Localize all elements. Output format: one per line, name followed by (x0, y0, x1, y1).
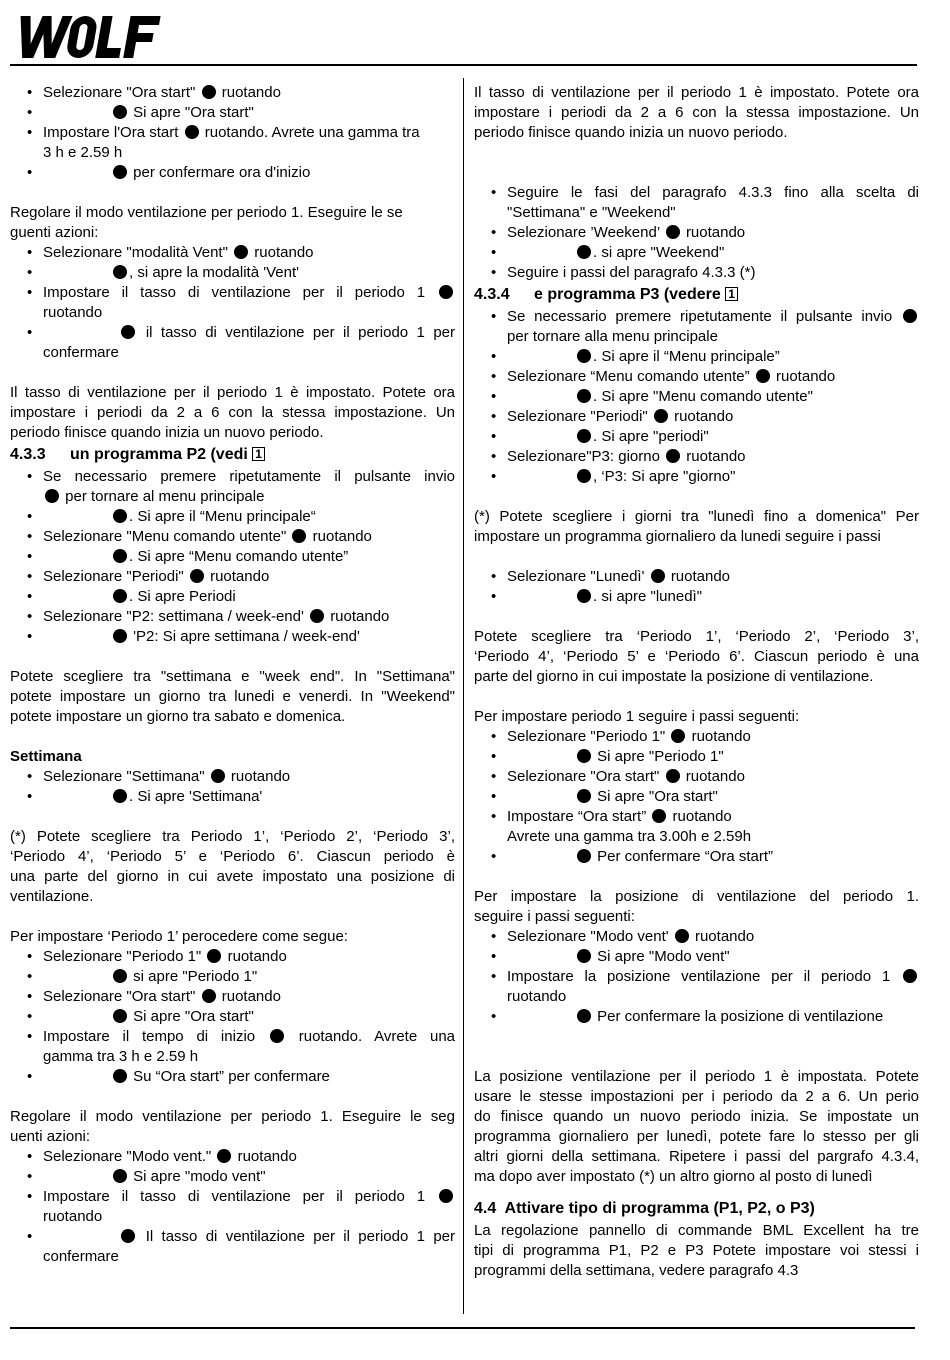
list-item: • Selezionare ’Weekend’ ruotando (474, 223, 919, 243)
paragraph-line: Il tasso di ventilazione per il periodo 1 è impostato. Potete ora (474, 84, 919, 101)
paragraph-line: La regolazione pannello di commande BML Excellent ha tre (474, 1222, 919, 1239)
list-item: • Selezionare"P3: giorno ruotando (474, 447, 919, 467)
knob-icon (577, 429, 591, 443)
list-item-continuation: per tornare alla menu principale (507, 328, 718, 345)
knob-icon (234, 245, 248, 259)
knob-icon (211, 769, 225, 783)
knob-icon (903, 969, 917, 983)
knob-icon (439, 285, 453, 299)
list-item: • . Si apre il “Menu principale“ (10, 507, 455, 527)
knob-icon (113, 629, 127, 643)
knob-icon (113, 589, 127, 603)
knob-icon (577, 1009, 591, 1023)
knob-icon (654, 409, 668, 423)
list-item: • . Si apre 'Settimana' (10, 787, 455, 807)
list-item-continuation: Avrete una gamma tra 3.00h e 2.59h (507, 828, 752, 845)
list-item: • Per confermare “Ora start” (474, 847, 919, 867)
list-item: • Selezionare "Periodo 1" ruotando (10, 947, 455, 967)
paragraph-line: programmi della settimana, vedere paragrafo 4.3 (474, 1262, 799, 1279)
knob-icon (756, 369, 770, 383)
list-item: • Si apre "Ora start" (10, 103, 455, 123)
knob-icon (113, 509, 127, 523)
list-item: • Selezionare "Ora start" ruotando (10, 83, 455, 103)
right-column (474, 83, 919, 1281)
knob-icon (577, 589, 591, 603)
list-item: • Seguire le fasi del paragrafo 4.3.3 fino alla scelta di (474, 183, 919, 203)
knob-icon (292, 529, 306, 543)
paragraph-line: impostare i periodi da 2 a 6 con la stessa impostazione. Un (10, 404, 455, 421)
paragraph-line: (*) Potete scegliere tra Periodo 1’, ‘Periodo 2’, ‘Periodo 3’, (10, 828, 455, 845)
paragraph-line: uenti azioni: (10, 1128, 91, 1145)
header-rule (10, 64, 917, 66)
paragraph-line: periodo finisce quando inizia un nuovo periodo. (474, 124, 788, 141)
column-divider (463, 78, 464, 1314)
knob-icon (113, 549, 127, 563)
figure-ref-box: 1 (725, 287, 738, 301)
list-item-continuation: confermare (43, 1248, 119, 1265)
list-item: • Si apre "Ora start" (474, 787, 919, 807)
paragraph-line: altri giorni della settimana. Ripetere i passi del pargrafo 4.3.4, (474, 1148, 919, 1165)
knob-icon (675, 929, 689, 943)
paragraph-line: Per impostare periodo 1 seguire i passi seguenti: (474, 708, 800, 725)
list-item-continuation: ruotando (507, 988, 567, 1005)
paragraph-line: ‘Periodo 4’, ‘Periodo 5’ e ‘Periodo 6’. Ciascun periodo è una (474, 648, 919, 665)
paragraph-line: potete impostare un giorno tra sabato e domenica. (10, 708, 346, 725)
paragraph-line: Potete scegliere tra ‘Periodo 1’, ‘Periodo 2’, ‘Periodo 3’, (474, 628, 919, 645)
list-item: • , ‘P3: Si apre "giorno" (474, 467, 919, 487)
knob-icon (577, 749, 591, 763)
list-item: • per confermare ora d'inizio (10, 163, 455, 183)
list-item: • Selezionare "Periodo 1" ruotando (474, 727, 919, 747)
paragraph-line: ma dopo aver impostato (*) un altro giorno al posto di lunedì (474, 1168, 873, 1185)
list-item: • . Si apre "Menu comando utente" (474, 387, 919, 407)
knob-icon (577, 849, 591, 863)
knob-icon (577, 349, 591, 363)
knob-icon (666, 225, 680, 239)
paragraph-line: Per impostare la posizione di ventilazione del periodo 1. (474, 888, 919, 905)
knob-icon (577, 949, 591, 963)
list-item-continuation: gamma tra 3 h e 2.59 h (43, 1048, 199, 1065)
paragraph-line: Regolare il modo ventilazione per periodo 1. Eseguire le seg (10, 1108, 455, 1125)
list-item: • Selezionare "Modo vent." ruotando (10, 1147, 455, 1167)
knob-icon (671, 729, 685, 743)
list-item: • . Si apre Periodi (10, 587, 455, 607)
paragraph-line: guenti azioni: (10, 224, 99, 241)
list-item: • Si apre "modo vent" (10, 1167, 455, 1187)
paragraph-line: Potete scegliere tra "settimana e "week end". In "Settimana" (10, 668, 455, 685)
list-item: • si apre "Periodo 1" (10, 967, 455, 987)
paragraph-line: usare le stesse impostazioni per i periodo da 2 a 6. Un perio (474, 1088, 919, 1105)
list-item: • Se necessario premere ripetutamente il pulsante invio (10, 467, 455, 487)
list-item: • Selezionare "modalità Vent" ruotando (10, 243, 455, 263)
paragraph-line: parte del giorno in cui impostate la posizione di ventilazione. (474, 668, 874, 685)
list-item: • . Si apre “Menu comando utente” (10, 547, 455, 567)
knob-icon (113, 969, 127, 983)
figure-ref-box: 1 (252, 447, 265, 461)
paragraph-line: programma giornaliero per lunedì, potete fare lo stesso per gli (474, 1128, 919, 1145)
paragraph-line: Il tasso di ventilazione per il periodo 1 è impostato. Potete ora (10, 384, 455, 401)
list-item: • Selezionare "Ora start" ruotando (474, 767, 919, 787)
paragraph-line: La posizione ventilazione per il periodo 1 è impostata. Potete (474, 1068, 919, 1085)
knob-icon (121, 325, 135, 339)
footer-rule (10, 1327, 915, 1329)
list-item-continuation: confermare (43, 344, 119, 361)
section-heading-4-4: 4.4 Attivare tipo di programma (P1, P2, o P3) (474, 1200, 815, 1217)
paragraph-line: Per impostare ‘Periodo 1’ perocedere come segue: (10, 928, 348, 945)
left-column (10, 83, 455, 1267)
section-heading-4-3-3: 4.3.3 un programma P2 (vedi 1 (10, 444, 455, 466)
knob-icon (207, 949, 221, 963)
knob-icon (121, 1229, 135, 1243)
paragraph-line: (*) Potete scegliere i giorni tra "lunedì fino a domenica" Per (474, 508, 919, 525)
knob-icon (903, 309, 917, 323)
list-item-continuation: per tornare al menu principale (10, 487, 455, 507)
list-item: • Selezionare "Periodi" ruotando (474, 407, 919, 427)
knob-icon (666, 449, 680, 463)
list-item: • Impostare il tempo di inizio ruotando. Avrete una (10, 1027, 455, 1047)
section-heading-4-3-4: 4.3.4 e programma P3 (vedere 1 (474, 284, 919, 306)
list-item: • Il tasso di ventilazione per il periodo 1 per (10, 1227, 455, 1247)
list-item: • . Si apre "periodi" (474, 427, 919, 447)
list-item: • Selezionare "P2: settimana / week-end' ruotando (10, 607, 455, 627)
list-item: • Impostare il tasso di ventilazione per il periodo 1 (10, 1187, 455, 1207)
paragraph-line: impostare un programma giornaliero da lunedi seguire i passi (474, 528, 881, 545)
list-item: • Selezionare "Menu comando utente" ruotando (10, 527, 455, 547)
list-item: • Seguire i passi del paragrafo 4.3.3 (*) (474, 263, 919, 283)
wolf-logo (8, 8, 168, 64)
list-item: • Impostare l'Ora start ruotando. Avrete una gamma tra (10, 123, 455, 143)
list-item: • 'P2: Si apre settimana / week-end' (10, 627, 455, 647)
knob-icon (577, 789, 591, 803)
list-item: • Selezionare "Ora start" ruotando (10, 987, 455, 1007)
paragraph-line: potete impostare un giorno tra lunedi e venerdi. In "Weekend" (10, 688, 455, 705)
paragraph-line: tipi di programma P1, P2 e P3 Potete impostare voi stessi i (474, 1242, 919, 1259)
knob-icon (439, 1189, 453, 1203)
knob-icon (577, 245, 591, 259)
knob-icon (113, 1009, 127, 1023)
knob-icon (113, 1169, 127, 1183)
knob-icon (113, 789, 127, 803)
paragraph-line: ‘Periodo 4’, ‘Periodo 5’ e ‘Periodo 6’. Ciascun periodo è (10, 848, 455, 865)
list-item: • Selezionare "Lunedì' ruotando (474, 567, 919, 587)
knob-icon (202, 989, 216, 1003)
list-item: • il tasso di ventilazione per il periodo 1 per (10, 323, 455, 343)
knob-icon (113, 1069, 127, 1083)
list-item: • Impostare il tasso di ventilazione per il periodo 1 (10, 283, 455, 303)
list-item: • Si apre "Ora start" (10, 1007, 455, 1027)
list-item: • Si apre "Modo vent" (474, 947, 919, 967)
knob-icon (666, 769, 680, 783)
list-item-continuation: ruotando (43, 1208, 103, 1225)
paragraph-line: seguire i passi seguenti: (474, 908, 635, 925)
list-item-continuation: 3 h e 2.59 h (43, 144, 123, 161)
knob-icon (113, 105, 127, 119)
knob-icon (577, 389, 591, 403)
list-item: • Per confermare la posizione di ventilazione (474, 1007, 919, 1027)
list-item: • Se necessario premere ripetutamente il pulsante invio (474, 307, 919, 327)
list-item: • . si apre "Weekend" (474, 243, 919, 263)
knob-icon (652, 809, 666, 823)
list-item-continuation: "Settimana" e "Weekend" (507, 204, 676, 221)
list-item: • Si apre "Periodo 1" (474, 747, 919, 767)
list-item: • Selezionare “Menu comando utente” ruotando (474, 367, 919, 387)
list-item: • Impostare “Ora start” ruotando (474, 807, 919, 827)
list-item: • . Si apre il “Menu principale” (474, 347, 919, 367)
knob-icon (310, 609, 324, 623)
subheading-settimana: Settimana (10, 748, 82, 765)
knob-icon (577, 469, 591, 483)
knob-icon (651, 569, 665, 583)
paragraph-line: do finisce quando un nuovo periodo inizia. Se impostate un (474, 1108, 919, 1125)
list-item-continuation: ruotando (43, 304, 103, 321)
list-item: • Selezionare "Periodi" ruotando (10, 567, 455, 587)
paragraph-line: ventilazione. (10, 888, 94, 905)
knob-icon (113, 265, 127, 279)
list-item: • Impostare la posizione ventilazione per il periodo 1 (474, 967, 919, 987)
paragraph-line: Regolare il modo ventilazione per periodo 1. Eseguire le se (10, 204, 403, 221)
paragraph-line: una parte del giorno in cui avete impostato una posizione di (10, 868, 455, 885)
paragraph-line: periodo finisce quando inizia un nuovo periodo. (10, 424, 324, 441)
list-item: • , si apre la modalità 'Vent' (10, 263, 455, 283)
knob-icon (270, 1029, 284, 1043)
knob-icon (217, 1149, 231, 1163)
knob-icon (190, 569, 204, 583)
knob-icon (185, 125, 199, 139)
list-item: • Selezionare "Settimana" ruotando (10, 767, 455, 787)
paragraph-line: impostare i periodi da 2 a 6 con la stessa impostazione. Un (474, 104, 919, 121)
knob-icon (45, 489, 59, 503)
list-item: • . si apre "lunedì" (474, 587, 919, 607)
knob-icon (202, 85, 216, 99)
list-item: • Selezionare "Modo vent' ruotando (474, 927, 919, 947)
list-item: • Su “Ora start” per confermare (10, 1067, 455, 1087)
knob-icon (113, 165, 127, 179)
